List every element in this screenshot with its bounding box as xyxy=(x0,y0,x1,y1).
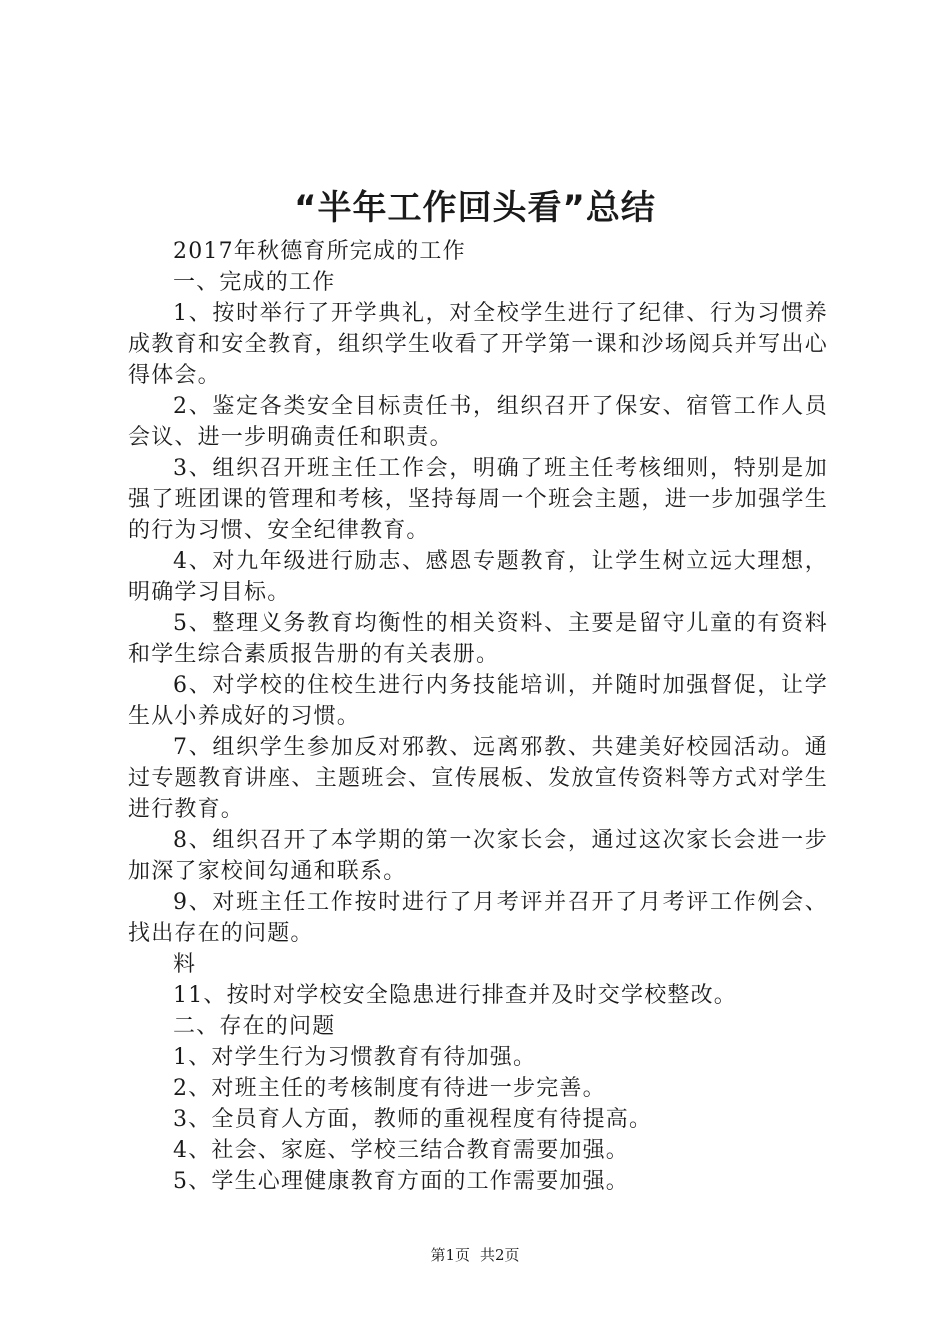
paragraph: 11、按时对学校安全隐患进行排查并及时交学校整改。 xyxy=(173,983,737,1008)
paragraph: 7、组织学生参加反对邪教、远离邪教、共建美好校园活动。通过专题教育讲座、主题班会、宣传展板、发放宣传资料等方式对学生进行教育。 xyxy=(128,735,828,822)
paragraph: 2017年秋德育所完成的工作 xyxy=(173,239,466,264)
paragraph: 3、全员育人方面，教师的重视程度有待提高。 xyxy=(173,1107,653,1132)
paragraph: 5、学生心理健康教育方面的工作需要加强。 xyxy=(173,1169,629,1194)
paragraph: 3、组织召开班主任工作会，明确了班主任考核细则，特别是加强了班团课的管理和考核，坚持每周一个班会主题，进一步加强学生的行为习惯、安全纪律教育。 xyxy=(128,456,828,543)
paragraph: 9、对班主任工作按时进行了月考评并召开了月考评工作例会、找出存在的问题。 xyxy=(128,890,828,946)
paragraph: 1、按时举行了开学典礼，对全校学生进行了纪律、行为习惯养成教育和安全教育，组织学生收看了开学第一课和沙场阅兵并写出心得体会。 xyxy=(128,301,828,388)
document-title: “半年工作回头看”总结 xyxy=(294,188,656,228)
paragraph: 8、组织召开了本学期的第一次家长会，通过这次家长会进一步加深了家校间勾通和联系。 xyxy=(128,828,828,884)
document-body xyxy=(128,236,828,1197)
page-number: 第1页 xyxy=(430,1246,470,1264)
section-heading: 二、存在的问题 xyxy=(173,1014,336,1039)
paragraph: 6、对学校的住校生进行内务技能培训，并随时加强督促，让学生从小养成好的习惯。 xyxy=(128,673,828,729)
paragraph: 4、社会、家庭、学校三结合教育需要加强。 xyxy=(173,1138,629,1163)
paragraph: 4、对九年级进行励志、感恩专题教育，让学生树立远大理想，明确学习目标。 xyxy=(128,549,828,605)
page-total: 共2页 xyxy=(480,1246,520,1264)
paragraph: 2、对班主任的考核制度有待进一步完善。 xyxy=(173,1076,606,1101)
paragraph: 1、对学生行为习惯教育有待加强。 xyxy=(173,1045,537,1070)
paragraph: 5、整理义务教育均衡性的相关资料、主要是留守儿童的有资料和学生综合素质报告册的有关表册。 xyxy=(128,611,828,667)
page-footer xyxy=(0,1244,950,1266)
paragraph: 2、鉴定各类安全目标责任书，组织召开了保安、宿管工作人员会议、进一步明确责任和职责。 xyxy=(128,394,828,450)
paragraph: 料 xyxy=(173,952,197,977)
section-heading: 一、完成的工作 xyxy=(173,270,336,295)
